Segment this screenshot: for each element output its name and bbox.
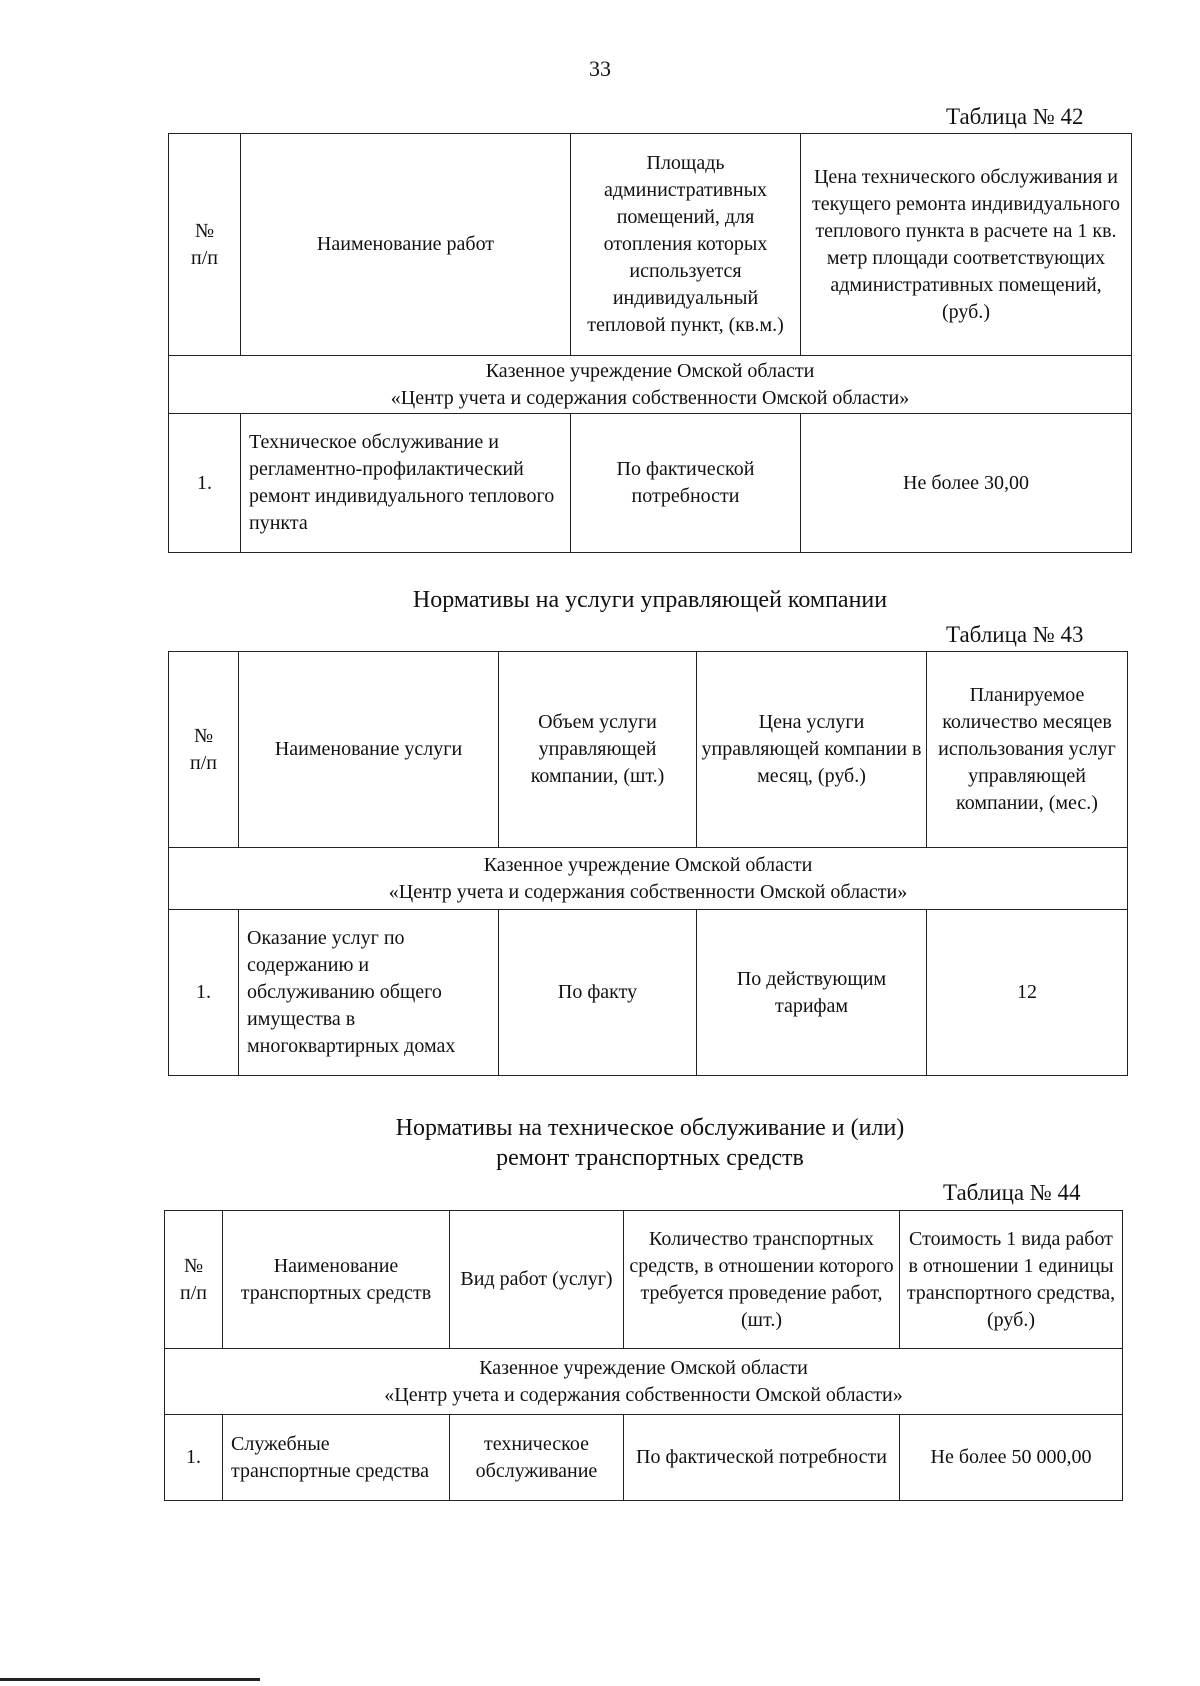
row-vehicle-name: Служебные транспортные средства xyxy=(223,1415,450,1501)
group-row: Казенное учреждение Омской области «Центр учета и содержания собственности Омской области» xyxy=(169,848,1128,910)
header-cell-area: Площадь административных помещений, для отопления которых используется индивидуальный тепловой пункт, (кв.м.) xyxy=(571,134,801,356)
table-43-caption: Таблица № 43 xyxy=(946,622,1084,647)
row-volume: По факту xyxy=(499,910,697,1076)
table-44-caption: Таблица № 44 xyxy=(943,1180,1081,1205)
row-number: 1. xyxy=(169,414,241,553)
group-row: Казенное учреждение Омской области «Центр учета и содержания собственности Омской области» xyxy=(169,356,1132,414)
row-number: 1. xyxy=(165,1415,223,1501)
header-cell-cost: Стоимость 1 вида работ в отношении 1 единицы транспортного средства, (руб.) xyxy=(900,1211,1123,1349)
page-number: 33 xyxy=(589,56,611,81)
table-44 xyxy=(164,1210,1123,1501)
row-cost: Не более 50 000,00 xyxy=(900,1415,1123,1501)
row-price: По действующим тарифам xyxy=(697,910,927,1076)
header-cell-vehicle-name: Наименование транспортных средств xyxy=(223,1211,450,1349)
row-vehicle-count: По фактической потребности xyxy=(624,1415,900,1501)
header-cell-volume: Объем услуги управляющей компании, (шт.) xyxy=(499,652,697,848)
row-area: По фактической потребности xyxy=(571,414,801,553)
header-cell-number: № п/п xyxy=(169,652,239,848)
table-42-caption: Таблица № 42 xyxy=(946,104,1084,129)
header-cell-work-name: Наименование работ xyxy=(241,134,571,356)
row-months: 12 xyxy=(927,910,1128,1076)
header-cell-service-name: Наименование услуги xyxy=(239,652,499,848)
header-cell-months: Планируемое количество месяцев использования услуг управляющей компании, (мес.) xyxy=(927,652,1128,848)
header-cell-price: Цена технического обслуживания и текущего ремонта индивидуального теплового пункта в расчете на 1 кв. метр площади соответствующих административных помещений, (руб.) xyxy=(801,134,1132,356)
section-44-title: Нормативы на техническое обслуживание и (или) ремонт транспортных средств xyxy=(395,1115,905,1171)
table-42 xyxy=(168,133,1132,553)
row-work-type: техническое обслуживание xyxy=(450,1415,624,1501)
row-service-name: Оказание услуг по содержанию и обслуживанию общего имущества в многоквартирных домах xyxy=(239,910,499,1076)
table-row xyxy=(169,414,1132,553)
table-row xyxy=(165,1415,1123,1501)
table-43 xyxy=(168,651,1128,1076)
header-cell-vehicle-count: Количество транспортных средств, в отношении которого требуется проведение работ, (шт.) xyxy=(624,1211,900,1349)
row-number: 1. xyxy=(169,910,239,1076)
group-row: Казенное учреждение Омской области «Центр учета и содержания собственности Омской области» xyxy=(165,1349,1123,1415)
header-cell-price: Цена услуги управляющей компании в месяц, (руб.) xyxy=(697,652,927,848)
row-price: Не более 30,00 xyxy=(801,414,1132,553)
bottom-rule xyxy=(0,1678,260,1681)
header-cell-number: № п/п xyxy=(169,134,241,356)
header-cell-work-type: Вид работ (услуг) xyxy=(450,1211,624,1349)
section-43-title: Нормативы на услуги управляющей компании xyxy=(412,587,888,613)
row-work-name: Техническое обслуживание и регламентно-профилактический ремонт индивидуального теплового пункта xyxy=(241,414,571,553)
header-cell-number: № п/п xyxy=(165,1211,223,1349)
table-row xyxy=(169,910,1128,1076)
